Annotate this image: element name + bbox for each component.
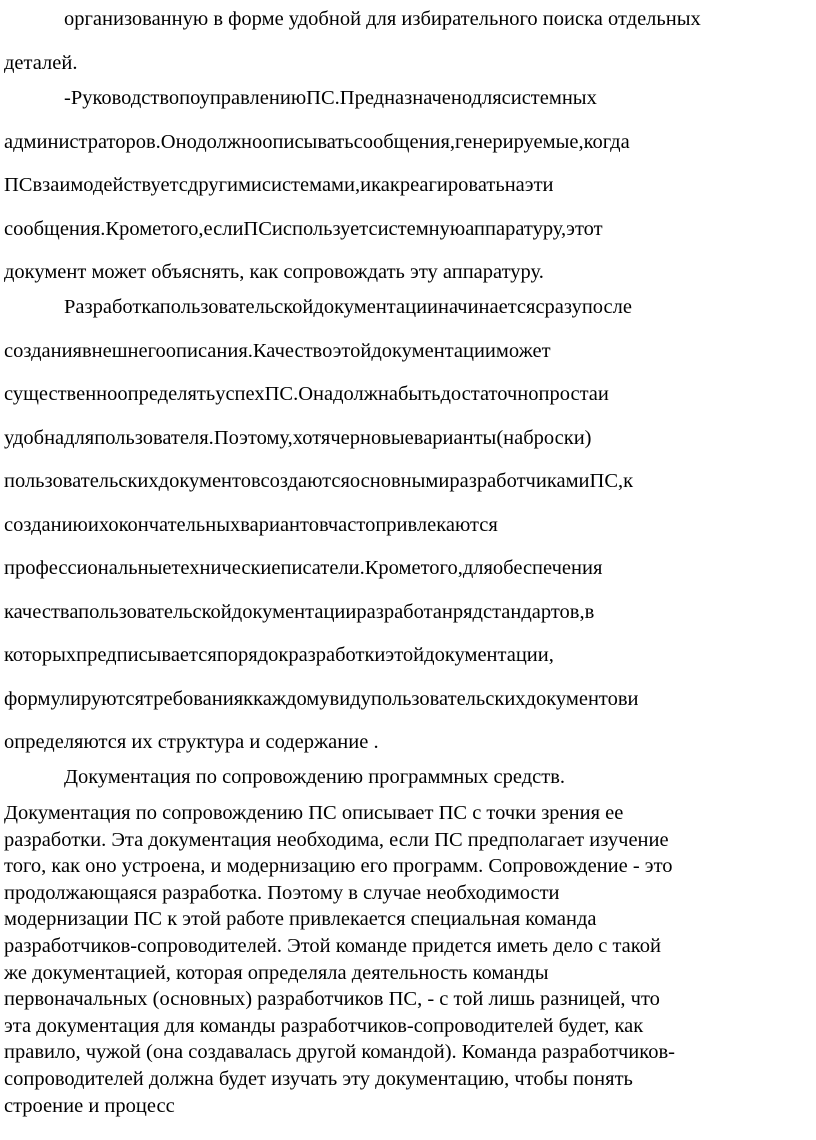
text-line [4,77,812,121]
text-line: определяются их структура и содержание . [4,731,379,753]
text-line: эта документация для команды разработчиков-сопроводителей будет, как [4,1014,644,1037]
text-line: того, как оно устроена, и модернизацию его программ. Сопровождение - это [4,855,673,878]
word: достаточно [440,383,539,405]
word: черновые [330,426,414,449]
word: порядок [216,644,289,666]
text-line: деталей. [4,51,78,74]
text-line [4,373,812,417]
word: внешнего [81,339,166,362]
word: виду [329,687,371,710]
text-line: первоначальных (основных) разработчиков ПС, - с той лишь разницей, что [4,988,660,1011]
word: начинается [438,296,536,318]
word: документации [371,339,496,362]
word: генерируемые, [455,130,584,153]
word: этот [566,217,603,240]
word: каждому [253,687,330,710]
text-line [4,460,812,504]
word: к [243,687,254,710]
word: успех [215,383,265,405]
word: их [87,513,109,536]
word: реагировать [399,174,505,196]
word: качества [4,600,79,623]
text-line: разработки. Эта документация необходима, если ПС предполагает изучение [4,828,669,851]
word: варианты [413,426,497,449]
text-line: же документацией, которая определяла деятельность команды [4,961,549,984]
word: Качество [252,339,333,362]
text-line: правило, чужой (она создавалась другой командой). Команда разработчиков- [4,1041,675,1064]
word: документации [231,600,357,623]
text-line [4,547,812,591]
word: - [64,87,71,109]
text-line: документ может объяснять, как сопровождать эту аппаратуру. [4,261,544,283]
word: описания. [165,339,253,362]
text-line: сопроводителей должна будет изучать эту документацию, чтобы понять [4,1067,633,1090]
word: Разработка [64,296,160,318]
word: системную [368,217,466,240]
word: требования [144,687,244,710]
word: и [597,383,609,405]
text-line [4,504,812,548]
word: которых [4,644,77,666]
word: обеспечения [492,557,603,579]
word: разработчиками [449,470,590,492]
word: пользовательских [4,470,159,492]
word: администраторов. [4,130,161,153]
word: должно [196,130,263,153]
word: взаимодействует [32,174,179,196]
word: существенно [4,383,118,405]
text-line: организованную в форме удобной для избирательного поиска отдельных [64,8,701,30]
word: эти [524,174,554,196]
section-heading: Документация по сопровождению программных средств. [64,766,566,788]
word: привлекаются [375,513,498,536]
text-line [4,417,812,461]
word: формулируются [4,687,145,710]
word: ПС [243,217,272,240]
word: разработан [356,600,453,623]
word: документации [313,296,439,318]
word: и [360,174,372,196]
word: основными [349,470,450,492]
text-line [4,208,812,252]
word: для [471,87,502,109]
word: системных [501,87,597,109]
word: сразу [535,296,582,318]
word: к [623,470,634,492]
word: Оно [160,130,197,153]
word: стандартов, [482,600,585,623]
word: другими [187,174,262,196]
word: определять [117,383,216,405]
word: и [627,687,639,710]
word: документов [158,470,261,492]
paragraph-user-docs [4,286,812,765]
word: быть [397,383,441,405]
word: описывать [262,130,354,153]
word: ПС. [306,87,340,109]
word: того, [161,217,204,240]
word: для [64,426,95,449]
word: Кроме [105,217,162,240]
word: пользовательских [370,687,526,710]
word: Поэтому, [213,426,293,449]
word: вариантов [240,513,328,536]
word: Руководство [70,87,180,109]
word: проста [538,383,598,405]
word: аппаратуру, [465,217,567,240]
word: в [584,600,595,623]
word: этой [332,339,372,362]
word: пользовательской [159,296,314,318]
word: для [462,557,493,579]
word: документов [525,687,628,710]
word: хотя [292,426,331,449]
text-line [4,330,812,374]
word: управлению [199,87,307,109]
word: должна [333,383,398,405]
word: Предназначено [339,87,472,109]
word: как [371,174,400,196]
word: ряд [452,600,483,623]
word: разработки [288,644,386,666]
word: Кроме [364,557,421,579]
text-line: модернизации ПС к этой работе привлекается специальная команда [4,908,597,931]
word: того, [420,557,463,579]
paragraph-admin-guide [4,77,812,295]
word: по [179,87,200,109]
word: пользовательской [78,600,232,623]
word: Она [298,383,334,405]
word: (наброски) [496,426,592,449]
word: часто [327,513,376,536]
word: писатели. [280,557,365,579]
word: профессиональные [4,557,172,579]
word: ПС. [264,383,299,405]
word: удобна [4,426,65,449]
word: использует [271,217,369,240]
word: созданию [4,513,88,536]
word: может [495,339,551,362]
word: технические [171,557,281,579]
text-line [4,678,812,722]
word: если [203,217,244,240]
word: с [178,174,188,196]
text-line [4,591,812,635]
word: ПС [4,174,33,196]
word: этой [385,644,425,666]
word: создаются [260,470,350,492]
word: после [581,296,632,318]
word: ПС, [589,470,624,492]
paragraph-maintenance-docs [4,800,812,1119]
text-line [4,634,812,678]
text-line: строение и процесс [4,1094,175,1117]
word: на [504,174,525,196]
text-line [4,121,812,165]
word: предписывается [76,644,217,666]
text-line: Документация по сопровождению ПС описывает ПС с точки зрения ее [4,802,624,824]
word: документации, [424,644,554,666]
word: сообщения. [4,217,106,240]
text-line: разработчиков-сопроводителей. Этой команде придется иметь дело с такой [4,934,661,957]
text-line: продолжающаяся разработка. Поэтому в случае необходимости [4,881,560,904]
text-line [4,164,812,208]
word: создания [4,339,82,362]
word: когда [583,130,630,153]
paragraph-continuation [4,0,812,85]
word: пользователя. [94,426,214,449]
word: окончательных [108,513,241,536]
text-line [4,286,812,330]
word: системами, [261,174,361,196]
word: сообщения, [353,130,456,153]
